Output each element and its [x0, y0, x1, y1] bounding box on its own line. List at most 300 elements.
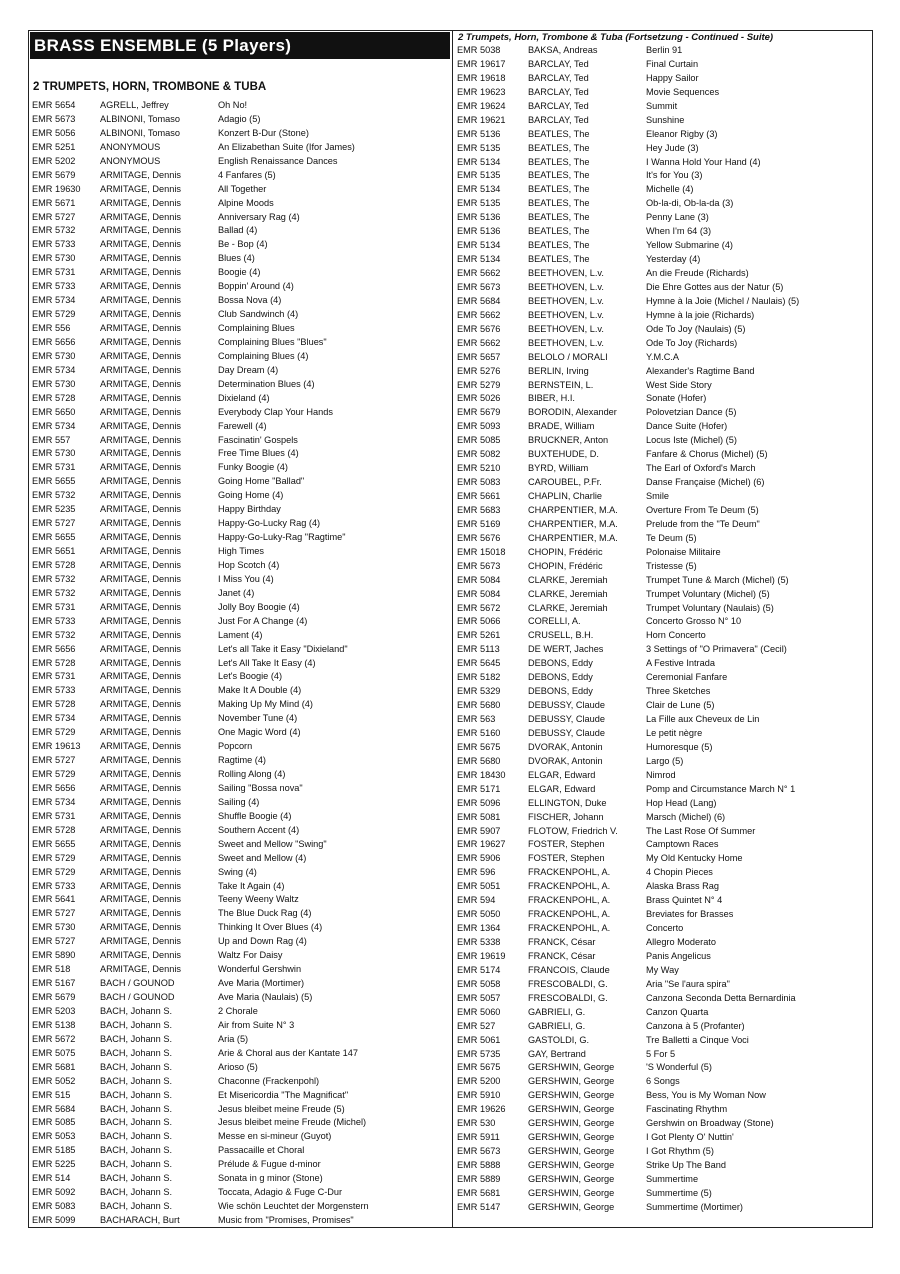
catalog-row — [30, 601, 450, 615]
catalog-row — [455, 908, 871, 922]
catalog-row — [455, 1201, 871, 1215]
catalog-number: EMR 5911 — [457, 1132, 500, 1143]
catalog-row — [455, 1089, 871, 1103]
composer-name: ARMITAGE, Dennis — [100, 615, 182, 626]
piece-title: Let's All Take It Easy (4) — [218, 657, 316, 668]
catalog-row — [30, 238, 450, 252]
composer-name: ARMITAGE, Dennis — [100, 922, 182, 933]
catalog-number: EMR 19619 — [457, 950, 506, 961]
catalog-row — [30, 1019, 450, 1033]
catalog-number: EMR 5251 — [32, 141, 76, 152]
catalog-number: EMR 5093 — [457, 421, 501, 432]
catalog-number: EMR 5066 — [457, 616, 501, 627]
piece-title: Panis Angelicus — [646, 950, 711, 961]
piece-title: Everybody Clap Your Hands — [218, 406, 333, 417]
catalog-row — [455, 44, 871, 58]
catalog-row — [30, 1103, 450, 1117]
piece-title: Berlin 91 — [646, 45, 683, 55]
composer-name: BEATLES, The — [528, 156, 590, 167]
composer-name: GERSHWIN, George — [528, 1104, 615, 1115]
catalog-number: EMR 5731 — [32, 671, 76, 682]
catalog-number: EMR 1364 — [457, 923, 501, 934]
composer-name: ARMITAGE, Dennis — [100, 950, 182, 961]
catalog-number: EMR 5671 — [32, 197, 76, 208]
piece-title: Nimrod — [646, 769, 676, 780]
catalog-number: EMR 530 — [457, 1118, 496, 1129]
composer-name: ARMITAGE, Dennis — [100, 643, 182, 654]
composer-name: ARMITAGE, Dennis — [100, 587, 182, 598]
catalog-number: EMR 5731 — [32, 267, 76, 278]
composer-name: BACH, Johann S. — [100, 1173, 173, 1184]
catalog-row — [30, 726, 450, 740]
piece-title: 'S Wonderful (5) — [646, 1062, 712, 1073]
piece-title: Popcorn — [218, 741, 253, 752]
composer-name: BEATLES, The — [528, 226, 590, 237]
piece-title: Strike Up The Band — [646, 1160, 727, 1170]
composer-name: DEBONS, Eddy — [528, 686, 593, 697]
piece-title: When I'm 64 (3) — [646, 226, 712, 237]
piece-title: Allegro Moderato — [646, 937, 716, 947]
composer-name: BACH, Johann S. — [100, 1187, 173, 1198]
catalog-row — [455, 183, 871, 197]
composer-name: ARMITAGE, Dennis — [100, 755, 182, 766]
catalog-number: EMR 5661 — [457, 491, 501, 501]
composer-name: ARMITAGE, Dennis — [100, 518, 182, 529]
catalog-number: EMR 596 — [457, 867, 496, 878]
catalog-number: EMR 5672 — [457, 602, 501, 613]
catalog-number: EMR 5135 — [457, 198, 501, 209]
composer-name: FRANCOIS, Claude — [528, 964, 610, 975]
piece-title: Polovetzian Dance (5) — [646, 407, 737, 418]
catalog-number: EMR 5261 — [457, 630, 501, 641]
catalog-row — [30, 684, 450, 698]
composer-name: ARMITAGE, Dennis — [100, 364, 182, 375]
catalog-number: EMR 5727 — [32, 211, 76, 222]
catalog-number: EMR 5662 — [457, 337, 501, 348]
catalog-row — [455, 267, 871, 281]
catalog-row — [30, 629, 450, 643]
catalog-number: EMR 5113 — [457, 644, 500, 655]
catalog-number: EMR 5651 — [32, 546, 76, 556]
piece-title: Et Misericordia "The Magnificat" — [218, 1089, 349, 1100]
composer-name: ARMITAGE, Dennis — [100, 685, 182, 696]
piece-title: 5 For 5 — [646, 1048, 676, 1059]
piece-title: Ode To Joy (Naulais) (5) — [646, 323, 746, 334]
catalog-number: EMR 5657 — [457, 351, 501, 362]
catalog-number: EMR 15018 — [457, 546, 506, 557]
composer-name: ARMITAGE, Dennis — [100, 490, 182, 501]
catalog-row — [455, 518, 871, 532]
catalog-row — [455, 741, 871, 755]
catalog-row — [455, 86, 871, 100]
catalog-row — [455, 1048, 871, 1062]
composer-name: GERSHWIN, George — [528, 1201, 615, 1212]
column-divider — [452, 30, 453, 1228]
piece-title: Anniversary Rag (4) — [218, 211, 300, 222]
composer-name: BUXTEHUDE, D. — [528, 449, 599, 460]
composer-name: ARMITAGE, Dennis — [100, 796, 182, 807]
catalog-number: EMR 5052 — [32, 1075, 76, 1086]
catalog-row — [455, 936, 871, 950]
catalog-number: EMR 5138 — [32, 1019, 76, 1030]
piece-title: Making Up My Mind (4) — [218, 699, 313, 710]
catalog-row — [30, 155, 450, 169]
catalog-number: EMR 5225 — [32, 1159, 76, 1170]
composer-name: GERSHWIN, George — [528, 1160, 615, 1170]
composer-name: GERSHWIN, George — [528, 1146, 615, 1157]
catalog-number: EMR 5906 — [457, 853, 501, 864]
piece-title: All Together — [218, 183, 267, 194]
piece-title: Teeny Weeny Waltz — [218, 894, 299, 905]
catalog-row — [455, 476, 871, 490]
catalog-row — [30, 211, 450, 225]
catalog-number: EMR 5135 — [457, 170, 501, 181]
piece-title: Shuffle Boogie (4) — [218, 810, 292, 821]
left-column — [30, 32, 450, 1228]
catalog-row — [30, 977, 450, 991]
composer-name: BEATLES, The — [528, 128, 590, 139]
composer-name: FRACKENPOHL, A. — [528, 881, 611, 892]
composer-name: ARMITAGE, Dennis — [100, 601, 182, 612]
composer-name: GASTOLDI, G. — [528, 1034, 590, 1045]
piece-title: Going Home "Ballad" — [218, 476, 305, 487]
composer-name: ARMITAGE, Dennis — [100, 239, 182, 250]
catalog-row — [455, 825, 871, 839]
piece-title: Die Ehre Gottes aus der Natur (5) — [646, 281, 784, 292]
catalog-row — [455, 351, 871, 365]
piece-title: Largo (5) — [646, 755, 684, 766]
composer-name: BRADE, William — [528, 421, 595, 432]
composer-name: CRUSELL, B.H. — [528, 630, 594, 641]
composer-name: BEATLES, The — [528, 142, 590, 153]
composer-name: BACH, Johann S. — [100, 1103, 173, 1114]
catalog-row — [30, 768, 450, 782]
catalog-row — [455, 309, 871, 323]
catalog-row — [455, 114, 871, 128]
composer-name: ARMITAGE, Dennis — [100, 197, 182, 208]
catalog-row — [455, 337, 871, 351]
piece-title: Determination Blues (4) — [218, 378, 315, 389]
catalog-number: EMR 5681 — [32, 1061, 76, 1072]
catalog-number: EMR 5662 — [457, 309, 501, 320]
catalog-number: EMR 5057 — [457, 992, 501, 1003]
catalog-row — [455, 72, 871, 86]
piece-title: Ob-la-di, Ob-la-da (3) — [646, 198, 734, 209]
piece-title: Summertime — [646, 1173, 699, 1184]
composer-name: FLOTOW, Friedrich V. — [528, 825, 618, 836]
catalog-number: EMR 5182 — [457, 672, 501, 683]
catalog-row — [30, 866, 450, 880]
composer-name: ARMITAGE, Dennis — [100, 699, 182, 710]
catalog-row — [30, 183, 450, 197]
catalog-number: EMR 5888 — [457, 1160, 501, 1170]
piece-title: Bossa Nova (4) — [218, 295, 282, 306]
piece-title: Complaining Blues — [218, 323, 295, 333]
composer-name: ARMITAGE, Dennis — [100, 769, 182, 779]
piece-title: Happy-Go-Luky-Rag "Ragtime" — [218, 532, 346, 543]
catalog-row — [455, 811, 871, 825]
piece-title: Chaconne (Frackenpohl) — [218, 1075, 320, 1086]
catalog-number: EMR 5050 — [457, 909, 501, 920]
catalog-number: EMR 5136 — [457, 212, 501, 223]
piece-title: Yesterday (4) — [646, 254, 701, 265]
composer-name: BACH, Johann S. — [100, 1089, 173, 1100]
composer-name: ARMITAGE, Dennis — [100, 281, 182, 292]
composer-name: CLARKE, Jeremiah — [528, 574, 608, 585]
catalog-row — [30, 643, 450, 657]
composer-name: CHOPIN, Frédéric — [528, 560, 603, 571]
composer-name: ARMITAGE, Dennis — [100, 476, 182, 487]
piece-title: Hymne à la Joie (Michel / Naulais) (5) — [646, 295, 800, 306]
piece-title: Let's all Take it Easy "Dixieland" — [218, 643, 348, 654]
catalog-row — [455, 713, 871, 727]
catalog-row — [30, 670, 450, 684]
composer-name: ARMITAGE, Dennis — [100, 267, 182, 278]
piece-title: Clair de Lune (5) — [646, 700, 715, 711]
catalog-row — [30, 531, 450, 545]
composer-name: ARMITAGE, Dennis — [100, 866, 182, 877]
piece-title: Happy Sailor — [646, 72, 699, 83]
composer-name: ARMITAGE, Dennis — [100, 657, 182, 668]
composer-name: BEATLES, The — [528, 198, 590, 209]
catalog-number: EMR 5169 — [457, 518, 501, 529]
piece-title: Hey Jude (3) — [646, 142, 699, 153]
catalog-number: EMR 527 — [457, 1020, 496, 1031]
piece-title: Humoresque (5) — [646, 741, 713, 752]
catalog-row — [30, 99, 450, 113]
catalog-row — [30, 420, 450, 434]
catalog-row — [30, 573, 450, 587]
catalog-row — [455, 1075, 871, 1089]
composer-name: ARMITAGE, Dennis — [100, 295, 182, 306]
catalog-row — [30, 1200, 450, 1214]
catalog-number: EMR 5673 — [457, 560, 501, 571]
piece-title: Complaining Blues (4) — [218, 350, 309, 361]
composer-name: ARMITAGE, Dennis — [100, 782, 182, 793]
catalog-row — [455, 699, 871, 713]
piece-title: Ballad (4) — [218, 225, 258, 236]
catalog-number: EMR 5655 — [32, 476, 76, 487]
catalog-number: EMR 5727 — [32, 908, 76, 919]
piece-title: The Blue Duck Rag (4) — [218, 908, 312, 919]
composer-name: DEBUSSY, Claude — [528, 700, 605, 711]
catalog-row — [455, 128, 871, 142]
piece-title: Movie Sequences — [646, 86, 720, 97]
piece-title: I Got Plenty O' Nuttin' — [646, 1132, 734, 1143]
catalog-number: EMR 5729 — [32, 866, 76, 877]
piece-title: High Times — [218, 546, 264, 556]
piece-title: Make It A Double (4) — [218, 685, 302, 696]
composer-name: ARMITAGE, Dennis — [100, 350, 182, 361]
catalog-row — [455, 797, 871, 811]
composer-name: CORELLI, A. — [528, 616, 581, 627]
composer-name: BARCLAY, Ted — [528, 114, 589, 125]
composer-name: ARMITAGE, Dennis — [100, 936, 182, 947]
catalog-number: EMR 5038 — [457, 45, 501, 55]
catalog-row — [30, 322, 450, 336]
composer-name: FRACKENPOHL, A. — [528, 895, 611, 906]
catalog-row — [30, 197, 450, 211]
piece-title: Smile — [646, 491, 669, 501]
catalog-number: EMR 5276 — [457, 365, 501, 376]
composer-name: BACH, Johann S. — [100, 1075, 173, 1086]
composer-name: ARMITAGE, Dennis — [100, 964, 182, 975]
piece-title: Te Deum (5) — [646, 532, 697, 543]
composer-name: ARMITAGE, Dennis — [100, 392, 182, 403]
catalog-number: EMR 5200 — [457, 1076, 501, 1087]
catalog-number: EMR 5730 — [32, 448, 76, 459]
composer-name: CHARPENTIER, M.A. — [528, 504, 618, 515]
composer-name: CLARKE, Jeremiah — [528, 588, 608, 599]
catalog-number: EMR 5733 — [32, 281, 76, 292]
catalog-number: EMR 5728 — [32, 392, 76, 403]
catalog-row — [30, 880, 450, 894]
piece-title: An die Freude (Richards) — [646, 268, 749, 278]
left-catalog-list — [30, 99, 450, 1228]
catalog-number: EMR 5051 — [457, 881, 501, 892]
catalog-number: EMR 5673 — [32, 113, 76, 124]
catalog-number: EMR 5733 — [32, 239, 76, 250]
piece-title: Sweet and Mellow "Swing" — [218, 838, 327, 849]
catalog-row — [30, 559, 450, 573]
catalog-row — [30, 364, 450, 378]
composer-name: FRACKENPOHL, A. — [528, 867, 611, 878]
catalog-number: EMR 5732 — [32, 629, 76, 640]
catalog-number: EMR 5673 — [457, 1146, 501, 1157]
catalog-row — [455, 365, 871, 379]
catalog-row — [455, 922, 871, 936]
catalog-number: EMR 5026 — [457, 393, 501, 404]
piece-title: Arioso (5) — [218, 1061, 258, 1072]
composer-name: ALBINONI, Tomaso — [100, 113, 180, 124]
composer-name: DEBUSSY, Claude — [528, 714, 605, 724]
catalog-number: EMR 5136 — [457, 226, 501, 237]
catalog-row — [30, 1186, 450, 1200]
catalog-number: EMR 5733 — [32, 880, 76, 891]
piece-title: Swing (4) — [218, 866, 257, 877]
catalog-number: EMR 5732 — [32, 490, 76, 501]
catalog-number: EMR 5734 — [32, 420, 76, 431]
catalog-number: EMR 5134 — [457, 184, 501, 195]
piece-title: Boppin' Around (4) — [218, 281, 294, 292]
composer-name: BARCLAY, Ted — [528, 58, 589, 69]
catalog-row — [30, 1116, 450, 1130]
catalog-row — [455, 560, 871, 574]
catalog-row — [455, 727, 871, 741]
catalog-row — [455, 992, 871, 1006]
composer-name: BEETHOVEN, L.v. — [528, 337, 604, 348]
piece-title: Blues (4) — [218, 253, 255, 264]
composer-name: ARMITAGE, Dennis — [100, 741, 182, 752]
catalog-row — [30, 141, 450, 155]
piece-title: Le petit nègre — [646, 727, 703, 738]
piece-title: Yellow Submarine (4) — [646, 240, 733, 251]
piece-title: Tristesse (5) — [646, 560, 697, 571]
catalog-row — [455, 657, 871, 671]
piece-title: It's for You (3) — [646, 170, 703, 181]
composer-name: BAKSA, Andreas — [528, 45, 598, 55]
catalog-row — [30, 893, 450, 907]
catalog-number: EMR 5329 — [457, 686, 501, 697]
catalog-row — [30, 991, 450, 1005]
composer-name: ALBINONI, Tomaso — [100, 127, 180, 138]
catalog-banner: BRASS ENSEMBLE (5 Players) — [30, 32, 450, 59]
piece-title: Passacaille et Choral — [218, 1145, 305, 1156]
composer-name: ARMITAGE, Dennis — [100, 880, 182, 891]
catalog-row — [455, 574, 871, 588]
catalog-number: EMR 5082 — [457, 449, 501, 460]
composer-name: ARMITAGE, Dennis — [100, 448, 182, 459]
composer-name: BEATLES, The — [528, 240, 590, 251]
composer-name: ARMITAGE, Dennis — [100, 504, 182, 515]
section-title: 2 TRUMPETS, HORN, TROMBONE & TUBA — [33, 81, 267, 93]
catalog-row — [455, 281, 871, 295]
composer-name: BORODIN, Alexander — [528, 407, 617, 418]
catalog-row — [455, 964, 871, 978]
piece-title: Ave Maria (Mortimer) — [218, 978, 305, 989]
catalog-number: EMR 5655 — [32, 532, 76, 543]
composer-name: ARMITAGE, Dennis — [100, 406, 182, 417]
catalog-row — [455, 225, 871, 239]
catalog-row — [30, 824, 450, 838]
piece-title: Sweet and Mellow (4) — [218, 852, 307, 863]
piece-title: Up and Down Rag (4) — [218, 936, 307, 947]
catalog-number: EMR 5727 — [32, 518, 76, 529]
catalog-number: EMR 5676 — [457, 532, 501, 543]
catalog-row — [455, 100, 871, 114]
composer-name: ARMITAGE, Dennis — [100, 420, 182, 431]
catalog-row — [455, 1117, 871, 1131]
catalog-row — [455, 1131, 871, 1145]
piece-title: Jesus bleibet meine Freude (Michel) — [218, 1117, 367, 1128]
piece-title: Tre Balletti a Cinque Voci — [646, 1034, 749, 1045]
piece-title: Dance Suite (Hofer) — [646, 421, 728, 432]
catalog-row — [455, 1145, 871, 1159]
catalog-number: EMR 19621 — [457, 114, 506, 125]
catalog-row — [455, 615, 871, 629]
piece-title: Ave Maria (Naulais) (5) — [218, 992, 313, 1002]
catalog-row — [455, 504, 871, 518]
composer-name: BEETHOVEN, L.v. — [528, 268, 604, 278]
composer-name: FRACKENPOHL, A. — [528, 909, 611, 920]
piece-title: Adagio (5) — [218, 113, 261, 124]
catalog-number: EMR 5655 — [32, 838, 76, 849]
catalog-number: EMR 19627 — [457, 839, 506, 850]
catalog-number: EMR 5174 — [457, 964, 501, 975]
composer-name: GABRIELI, G. — [528, 1020, 586, 1031]
composer-name: ARMITAGE, Dennis — [100, 253, 182, 264]
composer-name: ARMITAGE, Dennis — [100, 713, 182, 724]
continued-section-title: 2 Trumpets, Horn, Trombone & Tuba (Fortsetzung - Continued - Suite) — [458, 32, 774, 43]
catalog-row — [30, 838, 450, 852]
composer-name: BIBER, H.I. — [528, 393, 575, 404]
catalog-number: EMR 5202 — [32, 155, 76, 166]
piece-title: Day Dream (4) — [218, 364, 279, 375]
catalog-number: EMR 19630 — [32, 183, 81, 194]
piece-title: Toccata, Adagio & Fuge C-Dur — [218, 1187, 343, 1198]
piece-title: Summit — [646, 100, 678, 111]
catalog-number: EMR 5656 — [32, 643, 76, 654]
catalog-number: EMR 5731 — [32, 601, 76, 612]
composer-name: DVORAK, Antonin — [528, 755, 603, 766]
catalog-number: EMR 5910 — [457, 1090, 501, 1101]
catalog-row — [455, 197, 871, 211]
piece-title: Breviates for Brasses — [646, 909, 734, 920]
composer-name: BACH / GOUNOD — [100, 992, 175, 1002]
catalog-row — [455, 769, 871, 783]
composer-name: ARMITAGE, Dennis — [100, 838, 182, 849]
piece-title: Prélude & Fugue d-minor — [218, 1159, 321, 1170]
